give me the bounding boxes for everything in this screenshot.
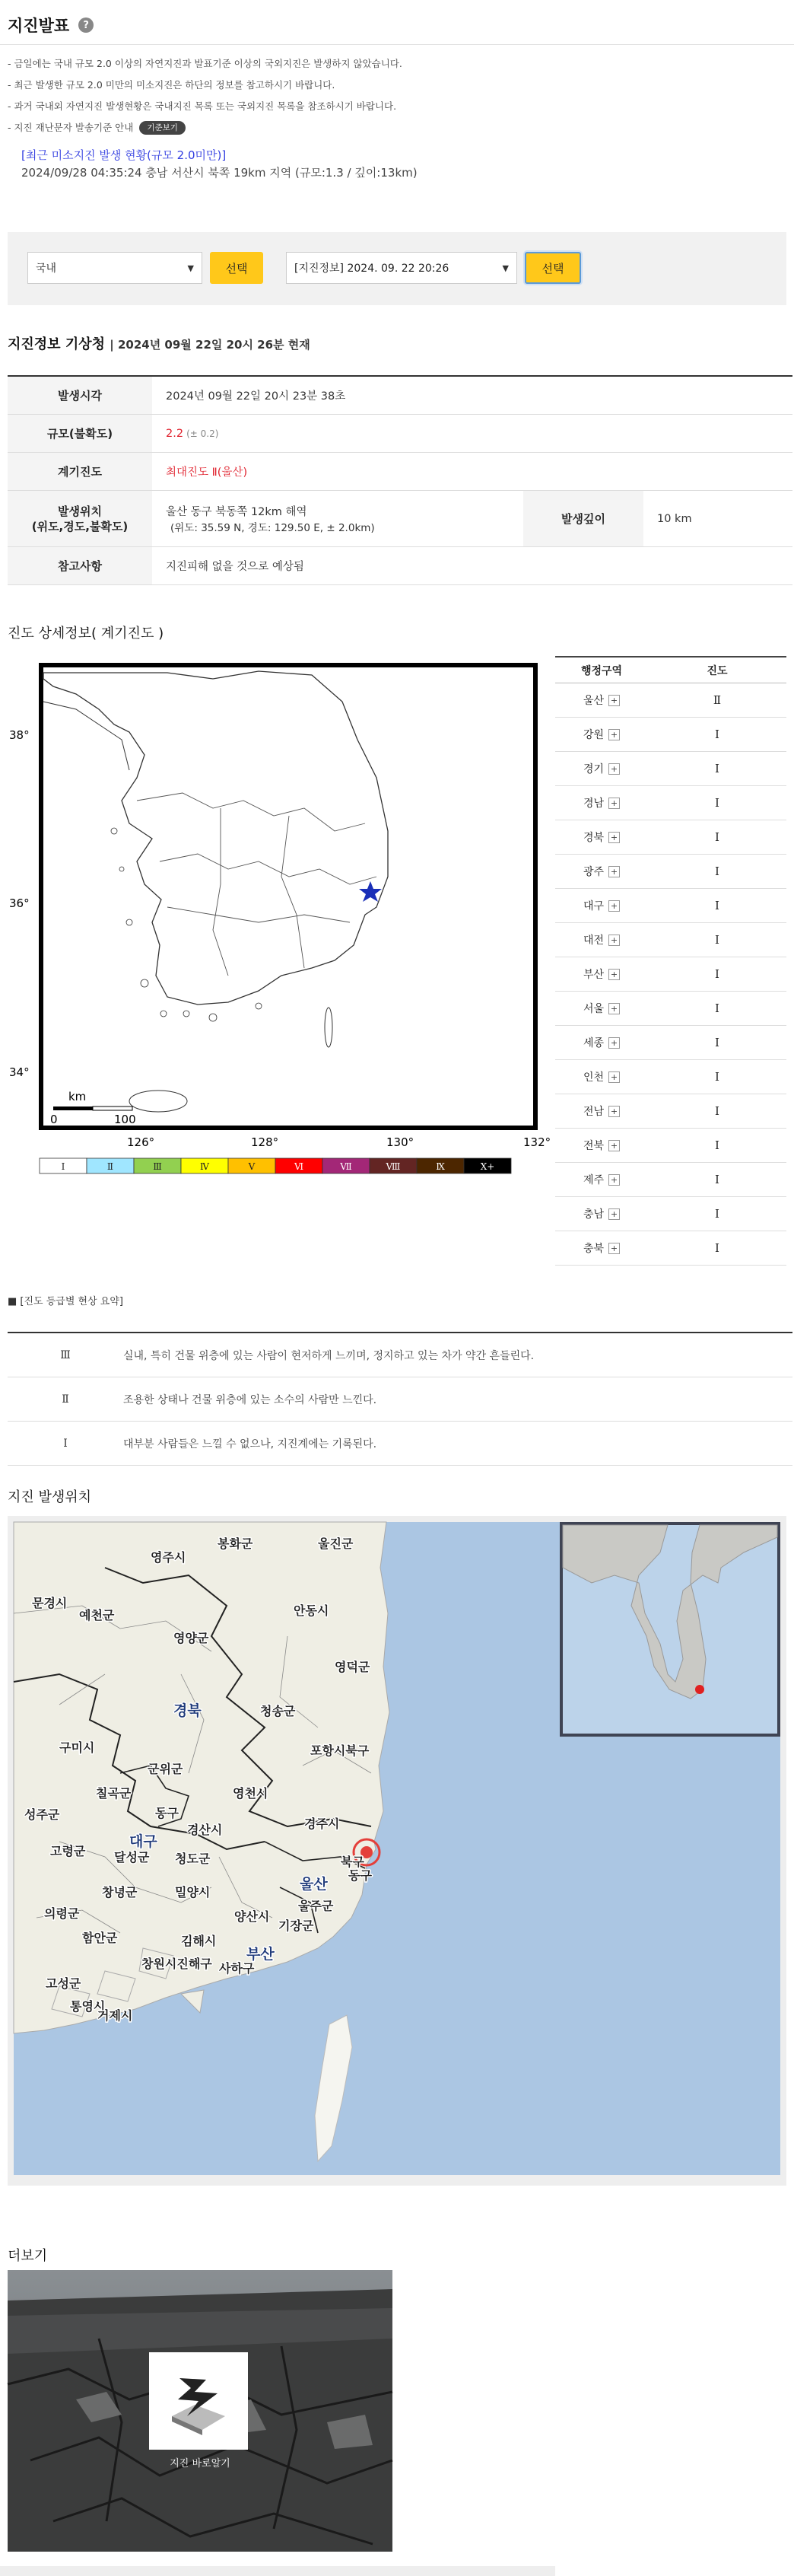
more-title: 더보기 <box>8 2248 48 2264</box>
place-label: 북구 <box>341 1855 364 1869</box>
expand-icon[interactable]: + <box>608 695 620 706</box>
map-frame-right <box>533 664 537 1129</box>
region-name: 충북 <box>583 1243 605 1255</box>
region-row <box>555 1129 786 1163</box>
legend-label: Ⅲ <box>153 1161 162 1172</box>
chevron-down-icon: ▼ <box>502 263 509 273</box>
event-select[interactable] <box>286 252 517 284</box>
notice-list <box>8 53 783 139</box>
location-coords: (위도: 35.59 N, 경도: 129.50 E, ± 2.0km) <box>170 522 375 534</box>
level-cell: Ⅲ <box>60 1348 71 1361</box>
place-label: 울주군 <box>298 1899 334 1913</box>
expand-icon[interactable]: + <box>608 1003 620 1014</box>
region-name: 부산 <box>583 969 605 981</box>
info-subtitle: | 2024년 09월 22일 20시 26분 현재 <box>110 338 310 352</box>
expand-icon[interactable]: + <box>608 900 620 912</box>
place-label: 김해시 <box>181 1934 217 1948</box>
lon-label: 132° <box>523 1135 551 1149</box>
region-name: 울산 <box>583 695 605 707</box>
region-cell <box>555 992 648 1025</box>
event-select-value: [지진정보] 2024. 09. 22 20:26 <box>294 263 449 275</box>
region-cell <box>555 752 648 785</box>
region-row <box>555 752 786 786</box>
expand-icon[interactable]: + <box>608 763 620 775</box>
level-desc: 대부분 사람들은 느낄 수 없으나, 지진계에는 기록된다. <box>123 1438 377 1450</box>
select-button[interactable]: 선택 <box>210 252 263 284</box>
lat-label: 36° <box>9 896 30 910</box>
table-row <box>8 1377 792 1422</box>
scale-bar <box>93 1107 132 1110</box>
region-row <box>555 1163 786 1197</box>
intensity-title: 진도 상세정보( 계기진도 ) <box>8 626 164 642</box>
table-row <box>8 547 792 585</box>
region-cell <box>555 889 648 922</box>
region-name: 경북 <box>583 832 605 844</box>
scale-tick: 0 <box>50 1113 58 1126</box>
region-row <box>555 683 786 718</box>
earthquake-info-button[interactable] <box>149 2352 248 2450</box>
note-value: 지진피해 없을 것으로 예상됨 <box>166 561 304 573</box>
magnitude-cell <box>152 415 792 452</box>
region-table <box>555 656 786 1266</box>
expand-icon[interactable]: + <box>608 866 620 877</box>
place-label: 성주군 <box>24 1807 60 1822</box>
depth-label: 발생깊이 <box>523 491 643 546</box>
lon-label: 130° <box>386 1135 414 1149</box>
scale-label: km <box>68 1090 87 1103</box>
place-label: 대구 <box>129 1833 157 1850</box>
place-label: 창녕군 <box>102 1885 138 1899</box>
table-row <box>8 1422 792 1466</box>
expand-icon[interactable]: + <box>608 832 620 843</box>
level-desc: 조용한 상태나 건물 위층에 있는 소수의 사람만 느낀다. <box>123 1393 377 1406</box>
region-cell <box>555 1163 648 1196</box>
region-cell <box>555 1060 648 1094</box>
region-level: Ⅰ <box>715 899 719 912</box>
place-label: 사하구 <box>219 1961 255 1976</box>
place-label: 의령군 <box>44 1906 80 1921</box>
region-name: 경기 <box>583 763 605 775</box>
notice-item: - 금일에는 국내 규모 2.0 이상의 자연지진과 발표기준 이상의 국외지진은 발생하지 않았습니다. <box>8 58 402 69</box>
intensity-legend-bar <box>40 1158 511 1173</box>
lat-label: 38° <box>9 728 30 742</box>
scale-bar <box>53 1107 93 1110</box>
legend-label: Ⅳ <box>200 1161 209 1172</box>
legend-label: Ⅶ <box>340 1161 352 1172</box>
legend-label: Ⅵ <box>294 1161 304 1172</box>
notice-item <box>8 117 783 139</box>
region-name: 세종 <box>583 1037 605 1049</box>
region-table-header <box>555 658 786 683</box>
expand-icon[interactable]: + <box>608 969 620 980</box>
table-row <box>8 453 792 491</box>
location-map[interactable] <box>14 1522 780 2175</box>
region-name: 제주 <box>583 1174 605 1186</box>
legend-label: X+ <box>480 1161 495 1172</box>
intensity-label: 계기진도 <box>8 453 152 490</box>
expand-icon[interactable]: + <box>608 1243 620 1254</box>
notice-item: - 최근 발생한 규모 2.0 미만의 미소지진은 하단의 정보를 참고하시기 바랍니다. <box>8 79 335 91</box>
region-row <box>555 1026 786 1060</box>
level-cell: Ⅱ <box>62 1393 69 1406</box>
table-row <box>8 1333 792 1377</box>
place-label: 영덕군 <box>335 1660 370 1674</box>
map-frame <box>40 664 537 1129</box>
region-cell <box>555 1231 648 1265</box>
region-row <box>555 1094 786 1129</box>
place-label: 예천군 <box>79 1608 115 1622</box>
region-row <box>555 855 786 889</box>
info-title <box>8 333 310 353</box>
region-cell <box>555 957 648 991</box>
place-label: 영주시 <box>151 1550 186 1565</box>
place-label: 봉화군 <box>218 1536 253 1551</box>
question-icon[interactable]: ? <box>78 18 94 33</box>
region-level: Ⅰ <box>715 1104 719 1118</box>
region-row <box>555 786 786 820</box>
location-map-panel <box>8 1516 786 2186</box>
place-label: 경주시 <box>304 1817 340 1831</box>
table-row <box>8 377 792 415</box>
expand-icon[interactable]: + <box>608 1106 620 1117</box>
region-name: 강원 <box>583 729 605 741</box>
place-label: 양산시 <box>234 1909 270 1924</box>
expand-icon[interactable]: + <box>608 798 620 809</box>
criteria-button[interactable]: 기준보기 <box>139 121 186 135</box>
region-name: 인천 <box>583 1071 605 1084</box>
region-cell <box>555 1197 648 1231</box>
region-level: Ⅰ <box>715 1070 719 1084</box>
place-label: 청송군 <box>260 1704 296 1718</box>
inset-epicenter-dot <box>695 1685 704 1694</box>
place-label: 구미시 <box>59 1740 95 1755</box>
earthquake-icon <box>164 2363 233 2439</box>
expand-icon[interactable]: + <box>608 1071 620 1083</box>
expand-icon[interactable]: + <box>608 1174 620 1186</box>
notice-item: - 과거 국내외 자연지진 발생현황은 국내지진 목록 또는 국외지진 목록을 참조하시기 바랍니다. <box>8 100 397 112</box>
level-header: 진도 <box>707 664 728 677</box>
magnitude-value: 2.2 <box>166 427 184 440</box>
notice-text: - 지진 재난문자 발송기준 안내 <box>8 122 134 133</box>
region-name: 대전 <box>583 935 605 947</box>
lon-label: 128° <box>251 1135 279 1149</box>
micro-quake-detail: 2024/09/28 04:35:24 충남 서산시 북쪽 19km 지역 (규모:1.3 / 깊이:13km) <box>21 166 418 180</box>
place-label: 함안군 <box>82 1931 118 1945</box>
expand-icon[interactable]: + <box>608 1208 620 1220</box>
region-level: Ⅰ <box>715 1173 719 1186</box>
expand-icon[interactable]: + <box>608 729 620 740</box>
region-row <box>555 1197 786 1231</box>
expand-icon[interactable]: + <box>608 1037 620 1049</box>
intensity-map <box>9 656 555 1196</box>
region-row <box>555 1231 786 1266</box>
intensity-value: 최대진도 Ⅱ(울산) <box>166 466 248 479</box>
location-value: 울산 동구 북동쪽 12km 해역 <box>166 506 307 518</box>
region-rows <box>555 683 786 1266</box>
inset-map <box>560 1522 780 1737</box>
place-label: 고령군 <box>50 1844 86 1858</box>
time-value: 2024년 09월 22일 20시 23분 38초 <box>166 390 346 403</box>
place-label: 안동시 <box>294 1603 329 1618</box>
place-label: 창원시진해구 <box>141 1957 212 1971</box>
magnitude-label: 규모(불확도) <box>8 415 152 452</box>
table-row <box>8 491 792 547</box>
expand-icon[interactable]: + <box>608 935 620 946</box>
region-level: Ⅰ <box>715 1207 719 1221</box>
region-level: Ⅰ <box>715 1241 719 1255</box>
place-label: 울진군 <box>318 1536 354 1551</box>
info-title-text: 지진정보 기상청 <box>8 336 105 352</box>
region-cell <box>555 820 648 854</box>
region-row <box>555 718 786 752</box>
region-level: Ⅰ <box>715 1036 719 1049</box>
region-level: Ⅰ <box>715 1138 719 1152</box>
region-name: 대구 <box>583 900 605 912</box>
place-label: 문경시 <box>32 1596 68 1610</box>
place-label: 밀양시 <box>175 1885 211 1899</box>
page-title: 지진발표 <box>8 17 70 35</box>
region-name: 전남 <box>583 1106 605 1118</box>
place-label: 경산시 <box>187 1823 223 1837</box>
select-event-button[interactable]: 선택 <box>525 252 581 284</box>
level-cell: Ⅰ <box>63 1437 68 1450</box>
legend-label: Ⅴ <box>248 1161 256 1172</box>
region-select-value: 국내 <box>36 263 57 275</box>
region-level: Ⅰ <box>715 1001 719 1015</box>
region-row <box>555 992 786 1026</box>
region-cell <box>555 718 648 751</box>
bottom-strip <box>0 2566 555 2576</box>
region-name: 충남 <box>583 1208 605 1221</box>
legend-label: Ⅱ <box>106 1161 114 1172</box>
location-label: 발생위치 (위도,경도,불확도) <box>8 491 152 546</box>
chevron-down-icon: ▼ <box>187 263 194 273</box>
place-label: 울산 <box>300 1876 328 1893</box>
place-label: 청도군 <box>175 1852 211 1866</box>
location-title: 지진 발생위치 <box>8 1489 92 1505</box>
region-cell <box>555 683 648 717</box>
region-level: Ⅰ <box>715 796 719 810</box>
legend-label: Ⅸ <box>436 1161 445 1172</box>
level-desc: 실내, 특히 건물 위층에 있는 사람이 현저하게 느끼며, 정지하고 있는 차가 약간 흔들린다. <box>123 1349 535 1362</box>
region-header: 행정구역 <box>580 664 623 677</box>
place-label: 동구 <box>348 1868 372 1883</box>
divider <box>0 44 794 45</box>
micro-quake-link[interactable]: [최근 미소지진 발생 현황(규모 2.0미만)] <box>21 148 227 162</box>
legend-summary-table <box>8 1332 792 1466</box>
location-cell <box>152 491 523 546</box>
region-cell <box>555 786 648 820</box>
region-cell <box>555 923 648 957</box>
place-label: 영천시 <box>233 1786 268 1801</box>
place-label: 기장군 <box>278 1918 314 1933</box>
region-level: Ⅰ <box>715 933 719 947</box>
magnitude-uncertainty: (± 0.2) <box>186 428 219 439</box>
region-name: 광주 <box>583 866 605 878</box>
legend-label: Ⅷ <box>386 1161 401 1172</box>
region-name: 서울 <box>583 1003 605 1015</box>
place-label: 군위군 <box>148 1762 183 1776</box>
more-card[interactable] <box>8 2270 392 2552</box>
region-row <box>555 1060 786 1094</box>
place-label: 통영시 <box>70 1999 106 2014</box>
region-row <box>555 820 786 855</box>
legend-summary-title: ■ [진도 등급별 현상 요약] <box>8 1296 123 1307</box>
time-label: 발생시각 <box>8 377 152 414</box>
region-level: Ⅱ <box>713 693 722 707</box>
region-cell <box>555 1026 648 1059</box>
lon-label: 126° <box>127 1135 155 1149</box>
region-level: Ⅰ <box>715 967 719 981</box>
place-label: 달성군 <box>114 1850 150 1864</box>
table-row <box>8 415 792 453</box>
legend-label: Ⅰ <box>61 1161 65 1172</box>
place-label: 거제시 <box>97 2008 133 2023</box>
map-frame-top <box>40 664 537 667</box>
lat-label: 34° <box>9 1065 30 1079</box>
region-level: Ⅰ <box>715 728 719 741</box>
region-row <box>555 957 786 992</box>
region-select[interactable] <box>27 252 202 284</box>
note-label: 참고사항 <box>8 547 152 584</box>
place-label: 부산 <box>246 1946 275 1963</box>
region-cell <box>555 855 648 888</box>
place-label: 경북 <box>173 1702 202 1719</box>
region-cell <box>555 1094 648 1128</box>
region-name: 경남 <box>583 798 605 810</box>
region-name: 전북 <box>583 1140 605 1152</box>
place-label: 칠곡군 <box>96 1786 132 1801</box>
scale-tick: 100 <box>114 1113 136 1126</box>
region-cell <box>555 1129 648 1162</box>
region-row <box>555 923 786 957</box>
region-level: Ⅰ <box>715 762 719 775</box>
more-card-label: 지진 바로알기 <box>170 2458 230 2469</box>
place-label: 고성군 <box>46 1976 81 1991</box>
micro-quake-box <box>21 147 418 182</box>
place-label: 포항시북구 <box>310 1743 370 1758</box>
region-row <box>555 889 786 923</box>
info-table <box>8 375 792 585</box>
region-level: Ⅰ <box>715 830 719 844</box>
depth-value: 10 km <box>657 512 692 525</box>
map-frame-left <box>40 664 43 1129</box>
region-level: Ⅰ <box>715 865 719 878</box>
selector-panel <box>8 232 786 305</box>
place-label: 동구 <box>155 1806 179 1820</box>
expand-icon[interactable]: + <box>608 1140 620 1151</box>
place-label: 영양군 <box>173 1631 209 1645</box>
